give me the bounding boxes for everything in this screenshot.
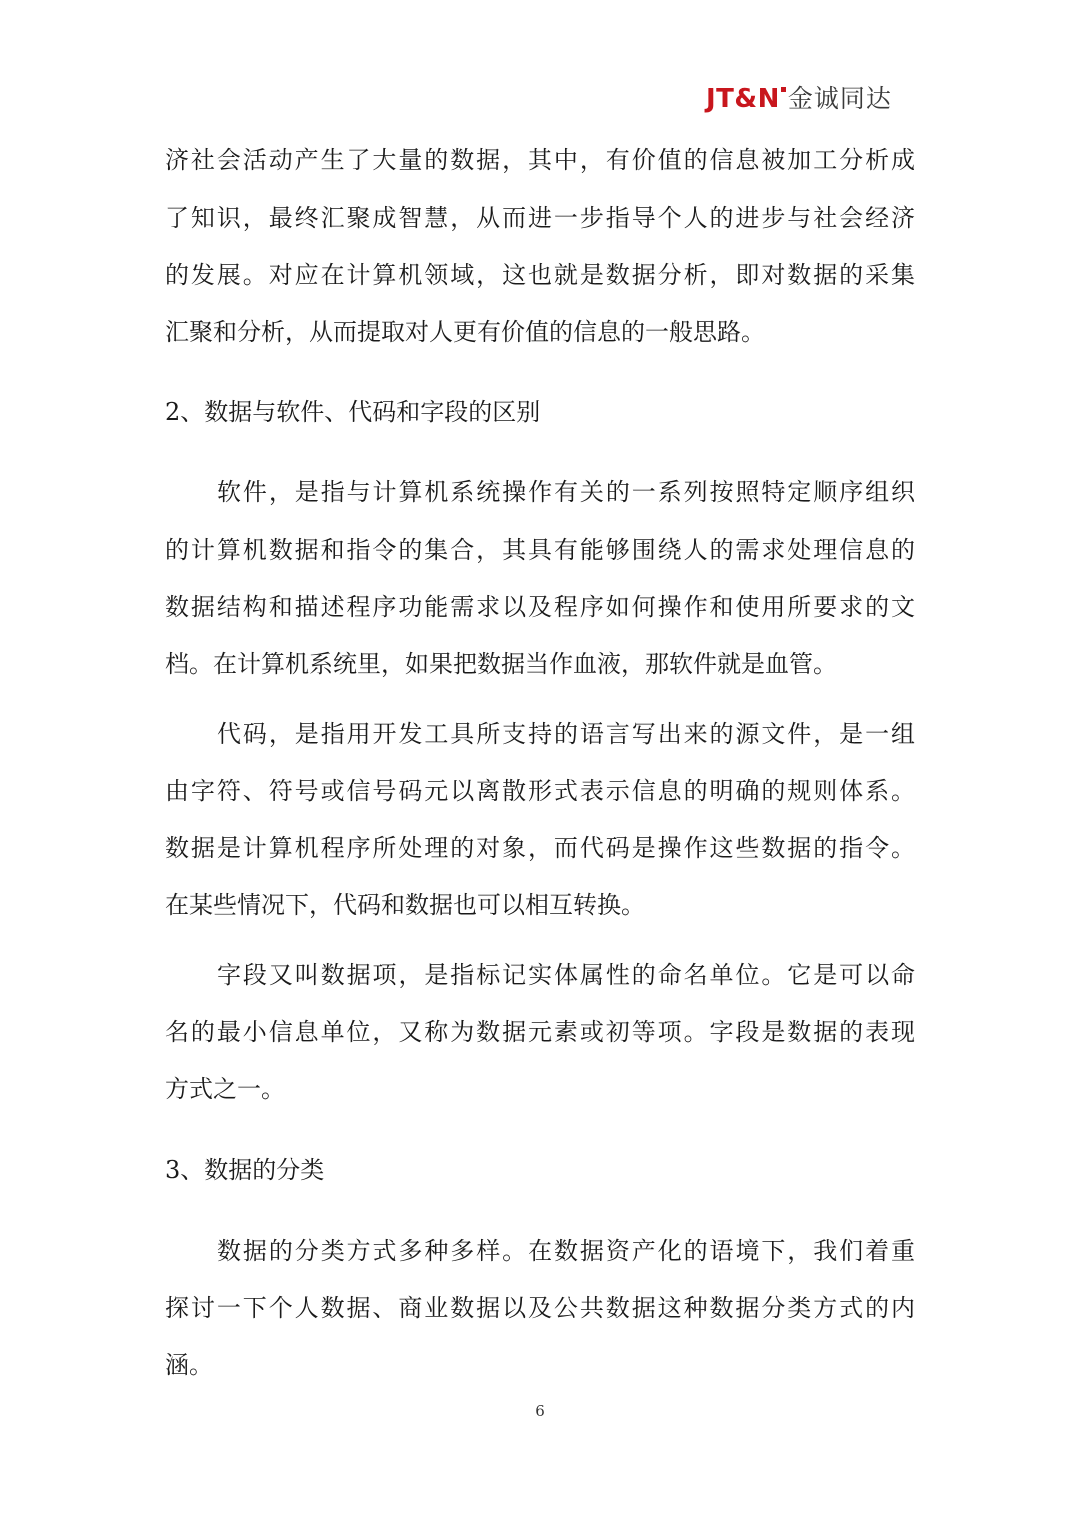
- paragraph-line: 数据的分类方式多种多样。在数据资产化的语境下，我们着重: [217, 1237, 915, 1265]
- logo-chinese-name: 金诚同达: [787, 84, 892, 113]
- brand-logo: [706, 82, 892, 116]
- paragraph-line: 数据结构和描述程序功能需求以及程序如何操作和使用所要求的文: [165, 593, 915, 621]
- paragraph-line: 字段又叫数据项，是指标记实体属性的命名单位。它是可以命: [217, 961, 915, 989]
- paragraph-line: 的发展。对应在计算机领域，这也就是数据分析，即对数据的采集: [165, 261, 915, 289]
- paragraph-line: 探讨一下个人数据、商业数据以及公共数据这种数据分类方式的内: [165, 1294, 915, 1322]
- paragraph-line: 了知识，最终汇聚成智慧，从而进一步指导个人的进步与社会经济: [165, 204, 915, 232]
- paragraph-line: 方式之一。: [165, 1075, 285, 1103]
- paragraph-line: 涵。: [165, 1351, 213, 1379]
- paragraph-line: 汇聚和分析，从而提取对人更有价值的信息的一般思路。: [165, 318, 765, 346]
- logo-mark: JT&N: [706, 84, 780, 114]
- paragraph-line: 济社会活动产生了大量的数据，其中，有价值的信息被加工分析成: [165, 146, 915, 174]
- section-heading: 3、数据的分类: [165, 1156, 325, 1184]
- paragraph-line: 在某些情况下，代码和数据也可以相互转换。: [165, 891, 645, 919]
- logo-dot-icon: [781, 87, 786, 92]
- paragraph-line: 的计算机数据和指令的集合，其具有能够围绕人的需求处理信息的: [165, 536, 915, 564]
- paragraph-line: 档。在计算机系统里，如果把数据当作血液，那软件就是血管。: [165, 650, 837, 678]
- page-number: 6: [535, 1402, 545, 1420]
- paragraph-line: 代码，是指用开发工具所支持的语言写出来的源文件，是一组: [217, 720, 915, 748]
- section-heading: 2、数据与软件、代码和字段的区别: [165, 398, 541, 426]
- paragraph-line: 数据是计算机程序所处理的对象，而代码是操作这些数据的指令。: [165, 834, 915, 862]
- paragraph-line: 名的最小信息单位，又称为数据元素或初等项。字段是数据的表现: [165, 1018, 915, 1046]
- paragraph-line: 由字符、符号或信号码元以离散形式表示信息的明确的规则体系。: [165, 777, 915, 805]
- paragraph-line: 软件，是指与计算机系统操作有关的一系列按照特定顺序组织: [217, 478, 915, 506]
